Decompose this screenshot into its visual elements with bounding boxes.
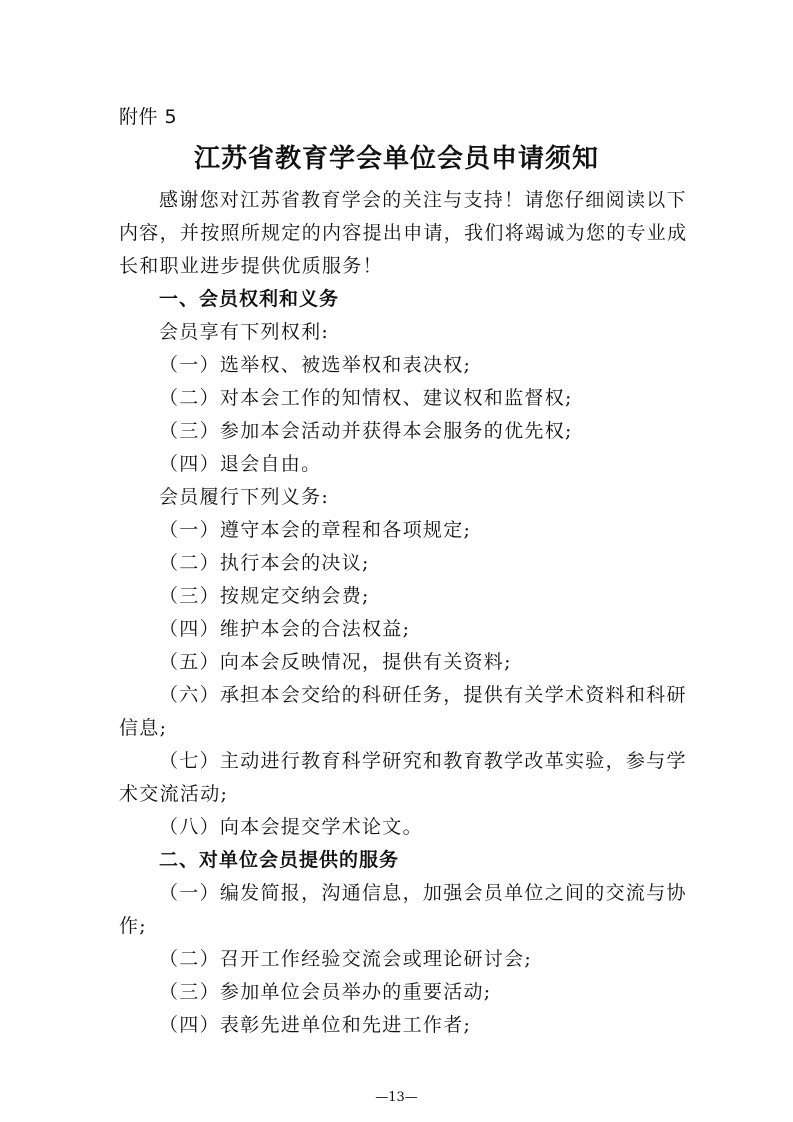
attachment-label: 附件 5 [119,106,178,128]
rights-item: （三）参加本会活动并获得本会服务的优先权; [159,420,573,442]
duties-item-7-line-2: 术交流活动; [119,783,229,805]
services-item-1-line-1: （一）编发简报，沟通信息，加强会员单位之间的交流与协 [159,882,687,904]
intro-line-2: 内容，并按照所规定的内容提出申请，我们将竭诚为您的专业成 [119,222,688,244]
services-item: （三）参加单位会员举办的重要活动; [159,981,492,1003]
rights-intro: 会员享有下列权利: [159,321,330,343]
page-title: 江苏省教育学会单位会员申请须知 [193,144,599,174]
intro-line-3: 长和职业进步提供优质服务！ [119,255,383,277]
duties-item-6-line-2: 信息; [119,717,168,739]
intro-line-1: 感谢您对江苏省教育学会的关注与支持！请您仔细阅读以下 [159,189,687,211]
duties-intro: 会员履行下列义务: [159,486,330,508]
duties-item-7-line-1: （七）主动进行教育科学研究和教育教学改革实验，参与学 [159,750,687,772]
services-item-1-line-2: 作; [119,915,148,937]
duties-item: （一）遵守本会的章程和各项规定; [159,519,472,541]
rights-item: （二）对本会工作的知情权、建议权和监督权; [159,387,573,409]
rights-item: （四）退会自由。 [159,453,322,475]
duties-item: （四）维护本会的合法权益; [159,618,411,640]
duties-item-6-line-1: （六）承担本会交给的科研任务，提供有关学术资料和科研 [159,684,687,706]
duties-item-8: （八）向本会提交学术论文。 [159,816,423,838]
section-heading-services: 二、对单位会员提供的服务 [159,849,400,871]
services-item: （四）表彰先进单位和先进工作者; [159,1014,472,1036]
duties-item: （五）向本会反映情况，提供有关资料; [159,651,512,673]
rights-item: （一）选举权、被选举权和表决权; [159,354,472,376]
duties-item: （三）按规定交纳会费; [159,585,370,607]
duties-item: （二）执行本会的决议; [159,552,370,574]
section-heading-rights-duties: 一、会员权利和义务 [159,288,340,310]
services-item: （二）召开工作经验交流会或理论研讨会; [159,948,533,970]
page-number: —13— [375,1090,418,1105]
